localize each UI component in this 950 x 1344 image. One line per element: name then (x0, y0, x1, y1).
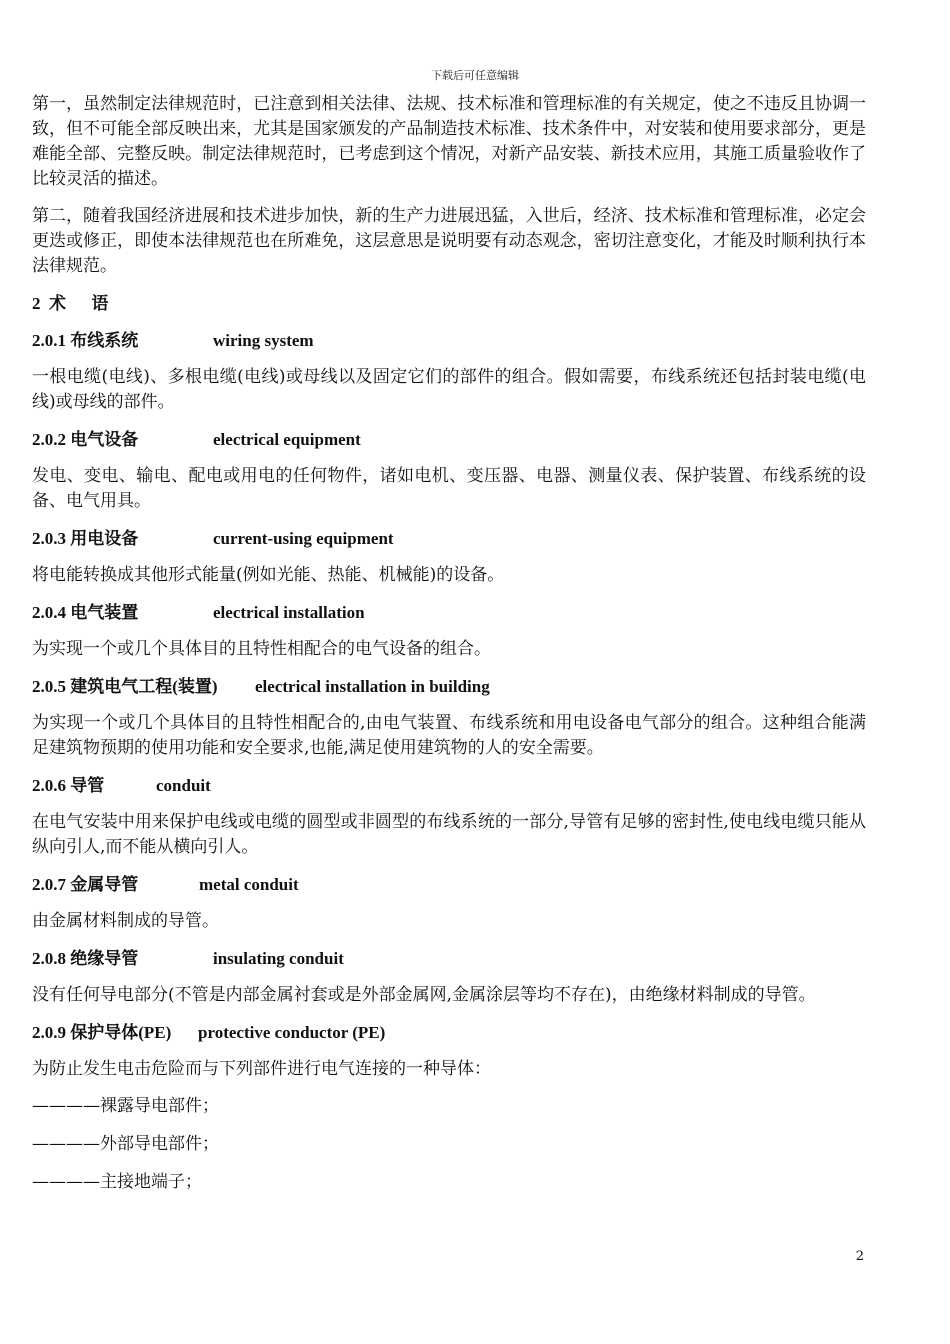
term-definition-2-0-8: 没有任何导电部分(不管是内部金属衬套或是外部金属网,金属涂层等均不存在)，由绝缘材料制成的导管。 (32, 985, 816, 1005)
term-english: electrical installation (213, 603, 365, 622)
term-english: metal conduit (199, 875, 299, 894)
list-item: ————外部导电部件； (32, 1134, 219, 1154)
term-number: 2.0.2 电气设备 (32, 430, 139, 449)
term-definition-2-0-9: 为防止发生电击危险而与下列部件进行电气连接的一种导体： (32, 1059, 491, 1079)
term-definition-2-0-3: 将电能转换成其他形式能量(例如光能、热能、机械能)的设备。 (32, 565, 505, 585)
list-item: ————裸露导电部件； (32, 1096, 219, 1116)
term-number: 2.0.8 绝缘导管 (32, 949, 139, 968)
term-number: 2.0.5 建筑电气工程(装置) (32, 677, 218, 696)
term-english: protective conductor (PE) (198, 1023, 386, 1042)
term-number: 2.0.7 金属导管 (32, 875, 139, 894)
term-definition-2-0-7: 由金属材料制成的导管。 (32, 911, 219, 931)
term-english: wiring system (213, 331, 314, 350)
term-heading-2-0-5 (32, 674, 866, 699)
term-number: 2.0.4 电气装置 (32, 603, 139, 622)
term-definition-2-0-5: 为实现一个或几个具体目的且特性相配合的,由电气装置、布线系统和用电设备电气部分的组合。这种组合能满足建筑物预期的使用功能和安全要求,也能,满足使用建筑物的人的安全需要。 (32, 713, 866, 758)
term-english: current-using equipment (213, 529, 394, 548)
term-heading-2-0-3 (32, 526, 866, 551)
term-heading-2-0-6 (32, 773, 866, 798)
term-english: conduit (156, 776, 211, 795)
term-english: electrical equipment (213, 430, 361, 449)
document-body (32, 92, 866, 1208)
page-number: 2 (855, 1249, 864, 1264)
intro-paragraph-1: 第一，虽然制定法律规范时，已注意到相关法律、法规、技术标准和管理标准的有关规定，使之不违反且协调一致，但不可能全部反映出来，尤其是国家颁发的产品制造技术标准、技术条件中，对安装和使用要求部分，更是难能全部、完整反映。制定法律规范时，已考虑到这个情况，对新产品安装、新技术应用，其施工质量验收作了比较灵活的描述。 (32, 94, 866, 189)
intro-paragraph-2: 第二，随着我国经济进展和技术进步加快，新的生产力进展迅猛，入世后，经济、技术标准和管理标准，必定会更迭或修正，即使本法律规范也在所难免，这层意思是说明要有动态观念，密切注意变化，才能及时顺利执行本法律规范。 (32, 206, 866, 276)
list-item: ————主接地端子； (32, 1172, 202, 1192)
term-english: insulating conduit (213, 949, 344, 968)
term-heading-2-0-1 (32, 328, 866, 353)
term-heading-2-0-8 (32, 946, 866, 971)
term-definition-2-0-4: 为实现一个或几个具体目的且特性相配合的电气设备的组合。 (32, 639, 491, 659)
term-heading-2-0-7 (32, 872, 866, 897)
term-number: 2.0.9 保护导体(PE) (32, 1023, 172, 1042)
term-heading-2-0-2 (32, 427, 866, 452)
section-heading: 2 术 语 (32, 294, 109, 313)
term-number: 2.0.1 布线系统 (32, 331, 139, 350)
term-number: 2.0.6 导管 (32, 776, 105, 795)
term-number: 2.0.3 用电设备 (32, 529, 139, 548)
term-english: electrical installation in building (255, 677, 490, 696)
term-definition-2-0-1: 一根电缆(电线)、多根电缆(电线)或母线以及固定它们的部件的组合。假如需要，布线系统还包括封装电缆(电线)或母线的部件。 (32, 367, 866, 412)
term-definition-2-0-6: 在电气安装中用来保护电线或电缆的圆型或非圆型的布线系统的一部分,导管有足够的密封性,使电线电缆只能从纵向引人,而不能从横向引人。 (32, 812, 866, 857)
term-heading-2-0-9 (32, 1020, 866, 1045)
term-heading-2-0-4 (32, 600, 866, 625)
page-header-note: 下载后可任意编辑 (431, 69, 519, 82)
term-definition-2-0-2: 发电、变电、输电、配电或用电的任何物件，诸如电机、变压器、电器、测量仪表、保护装置、布线系统的设备、电气用具。 (32, 466, 866, 511)
